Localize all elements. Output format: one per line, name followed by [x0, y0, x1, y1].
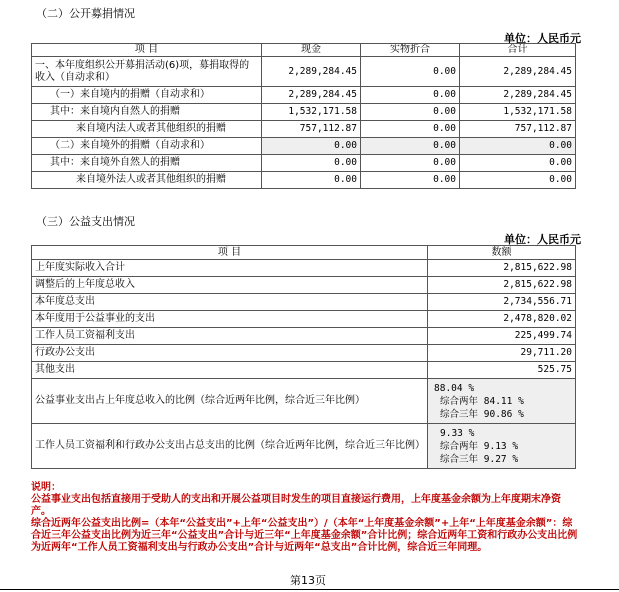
page-number: 第13页 — [290, 574, 326, 587]
row-cash: 2,289,284.45 — [262, 87, 361, 104]
header-total: 合计 — [460, 44, 576, 57]
section2-title: （二）公开募捐情况 — [36, 7, 135, 20]
row-label: （一）来自境内的捐赠（自动求和） — [32, 87, 262, 104]
row-label: 行政办公支出 — [32, 345, 428, 362]
row-cash: 2,289,284.45 — [262, 57, 361, 87]
row-material: 0.00 — [361, 121, 460, 138]
row-label: 调整后的上年度总收入 — [32, 277, 428, 294]
row-value: 225,499.74 — [428, 328, 576, 345]
row-cash: 757,112.87 — [262, 121, 361, 138]
notes-line1: 公益事业支出包括直接用于受助人的支出和开展公益项目时发生的项目直接运行费用，上年度基金余额为上年度期末净资产。 — [31, 494, 561, 517]
row-value: 2,478,820.02 — [428, 311, 576, 328]
row-material: 0.00 — [361, 172, 460, 189]
two-year-value: 9.13 % — [483, 440, 519, 452]
row-label: 工作人员工资福利支出 — [32, 328, 428, 345]
header-item: 项 目 — [32, 44, 262, 57]
header-cash: 现金 — [262, 44, 361, 57]
notes-line2: 综合近两年公益支出比例=（本年“公益支出”+上年“公益支出”）/（本年“上年度基金余额”+上年“上年度基金余额”：综合近三年公益支出比例为近三年“公益支出”合计与近三年“上年度基金余额”合计比例；综合近两年工资和行政办公支出比例为近两年“工作人员工资福利支出与行政办公支出”合计与近两年“总支出”合计比例，综合近三年同理。 — [31, 518, 578, 553]
two-year-label: 综合两年 — [440, 395, 479, 407]
section3-title: （三）公益支出情况 — [36, 215, 135, 228]
header-material: 实物折合 — [361, 44, 460, 57]
row-total: 2,289,284.45 — [460, 87, 576, 104]
header-item: 项 目 — [32, 246, 428, 260]
row-material: 0.00 — [361, 87, 460, 104]
row-total: 0.00 — [460, 172, 576, 189]
row-label: 其中：来自境内自然人的捐赠 — [32, 104, 262, 121]
section3-unit: 单位：人民币元 — [504, 233, 581, 246]
ratio-label: 工作人员工资福利和行政办公支出占总支出的比例（综合近两年比例，综合近三年比例） — [32, 424, 428, 469]
two-year-value: 84.11 % — [483, 395, 524, 407]
row-label: （二）来自境外的捐赠（自动求和） — [32, 138, 262, 155]
notes-block — [31, 482, 579, 554]
ratio-label: 公益事业支出占上年度总收入的比例（综合近两年比例，综合近三年比例） — [32, 379, 428, 424]
ratio-main: 88.04 % — [434, 382, 475, 394]
row-cash: 0.00 — [262, 155, 361, 172]
row-value: 2,815,622.98 — [428, 260, 576, 277]
row-total: 0.00 — [460, 138, 576, 155]
ratio-cell — [428, 379, 576, 424]
row-label: 一、本年度组织公开募捐活动(6)项，募捐取得的收入（自动求和） — [32, 57, 262, 87]
row-label: 其他支出 — [32, 362, 428, 379]
row-label: 上年度实际收入合计 — [32, 260, 428, 277]
row-label: 来自境外法人或者其他组织的捐赠 — [32, 172, 262, 189]
row-value: 2,734,556.71 — [428, 294, 576, 311]
row-cash: 0.00 — [262, 172, 361, 189]
three-year-value: 9.27 % — [483, 453, 519, 465]
row-label: 本年度总支出 — [32, 294, 428, 311]
row-material: 0.00 — [361, 57, 460, 87]
row-value: 525.75 — [428, 362, 576, 379]
fundraising-table — [31, 43, 576, 189]
row-label: 来自境内法人或者其他组织的捐赠 — [32, 121, 262, 138]
row-label: 其中：来自境外自然人的捐赠 — [32, 155, 262, 172]
row-material: 0.00 — [361, 104, 460, 121]
ratio-main: 9.33 % — [440, 427, 475, 439]
section2-unit: 单位：人民币元 — [504, 32, 581, 45]
three-year-label: 综合三年 — [440, 453, 479, 465]
row-value: 29,711.20 — [428, 345, 576, 362]
row-material: 0.00 — [361, 138, 460, 155]
row-total: 2,289,284.45 — [460, 57, 576, 87]
row-total: 0.00 — [460, 155, 576, 172]
two-year-label: 综合两年 — [440, 440, 479, 452]
row-label: 本年度用于公益事业的支出 — [32, 311, 428, 328]
notes-heading: 说明： — [31, 482, 61, 493]
bottom-rule — [0, 589, 619, 590]
header-amount: 数额 — [428, 246, 576, 260]
row-total: 1,532,171.58 — [460, 104, 576, 121]
row-material: 0.00 — [361, 155, 460, 172]
three-year-label: 综合三年 — [440, 408, 479, 420]
row-cash: 1,532,171.58 — [262, 104, 361, 121]
three-year-value: 90.86 % — [483, 408, 524, 420]
row-value: 2,815,622.98 — [428, 277, 576, 294]
expenditure-table — [31, 245, 576, 469]
ratio-cell — [428, 424, 576, 469]
row-cash: 0.00 — [262, 138, 361, 155]
row-total: 757,112.87 — [460, 121, 576, 138]
